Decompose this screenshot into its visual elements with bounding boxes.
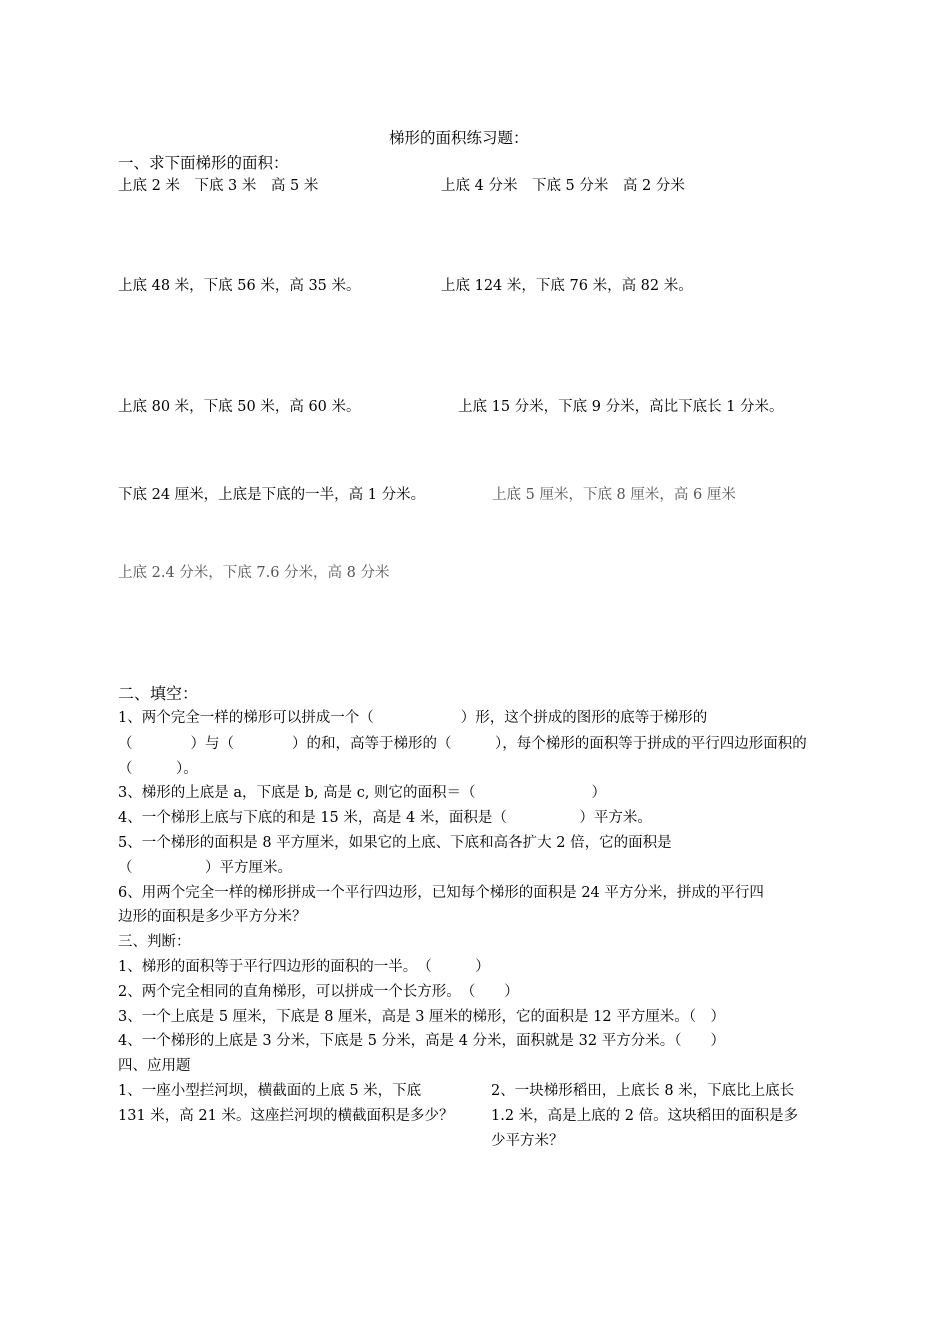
- problem-6: 上底 15 分米，下底 9 分米，高比下底长 1 分米。: [458, 399, 784, 415]
- section2-heading: 二、填空：: [118, 684, 199, 703]
- section3-heading: 三、判断：: [118, 934, 191, 950]
- problem-5: 上底 80 米，下底 50 米，高 60 米。: [118, 399, 361, 415]
- problem-1: 上底 2 米 下底 3 米 高 5 米: [118, 178, 319, 194]
- fill-line-4: 3、梯形的上底是 a，下底是 b, 高是 c, 则它的面积＝（ ）: [118, 785, 607, 801]
- fill-line-8: 6、用两个完全一样的梯形拼成一个平行四边形，已知每个梯形的面积是 24 平方分米，拼成的平行四: [118, 885, 764, 901]
- fill-line-1: 1、两个完全一样的梯形可以拼成一个（ ）形，这个拼成的图形的底等于梯形的: [118, 710, 708, 726]
- app-q2-line-1: 2、一块梯形稻田，上底长 8 米，下底比上底长: [491, 1083, 795, 1099]
- app-q1-line-1: 1、一座小型拦河坝，横截面的上底 5 米，下底: [118, 1083, 422, 1099]
- page-title: 梯形的面积练习题：: [389, 129, 529, 147]
- fill-line-6: 5、一个梯形的面积是 8 平方厘米，如果它的上底、下底和高各扩大 2 倍，它的面积是: [118, 835, 672, 851]
- app-q2-line-3: 少平方米？: [491, 1133, 564, 1149]
- problem-4: 上底 124 米，下底 76 米，高 82 米。: [441, 278, 693, 294]
- judge-line-1: 1、梯形的面积等于平行四边形的面积的一半。 （ ）: [118, 959, 490, 975]
- fill-line-5: 4、一个梯形上底与下底的和是 15 米，高是 4 米，面积是（ ）平方米。: [118, 810, 652, 826]
- problem-8: 上底 5 厘米，下底 8 厘米，高 6 厘米: [492, 487, 736, 503]
- fill-line-2: （ ）与（ ）的和，高等于梯形的（ ），每个梯形的面积等于拼成的平行四边形面积的: [118, 736, 807, 752]
- section1-heading: 一、求下面梯形的面积：: [118, 154, 289, 172]
- fill-line-3: （ ）。: [118, 761, 198, 777]
- judge-line-3: 3、一个上底是 5 厘米，下底是 8 厘米，高是 3 厘米的梯形，它的面积是 12 平方厘米。（ ）: [118, 1009, 725, 1025]
- judge-line-4: 4、一个梯形的上底是 3 分米，下底是 5 分米，高是 4 分米，面积就是 32 平方分米。（ ）: [118, 1033, 725, 1049]
- problem-2: 上底 4 分米 下底 5 分米 高 2 分米: [441, 178, 685, 194]
- section4-heading: 四、应用题: [118, 1058, 191, 1074]
- fill-line-9: 边形的面积是多少平方分米？: [118, 909, 307, 925]
- problem-7: 下底 24 厘米，上底是下底的一半，高 1 分米。: [118, 487, 426, 503]
- app-q2-line-2: 1.2 米，高是上底的 2 倍。这块稻田的面积是多: [491, 1108, 799, 1124]
- fill-line-7: （ ）平方厘米。: [118, 860, 292, 876]
- app-q1-line-2: 131 米，高 21 米。这座拦河坝的横截面积是多少？: [118, 1108, 454, 1124]
- problem-9: 上底 2.4 分米，下底 7.6 分米，高 8 分米: [118, 565, 390, 581]
- judge-line-2: 2、两个完全相同的直角梯形，可以拼成一个长方形。 （ ）: [118, 984, 519, 1000]
- problem-3: 上底 48 米，下底 56 米，高 35 米。: [118, 278, 361, 294]
